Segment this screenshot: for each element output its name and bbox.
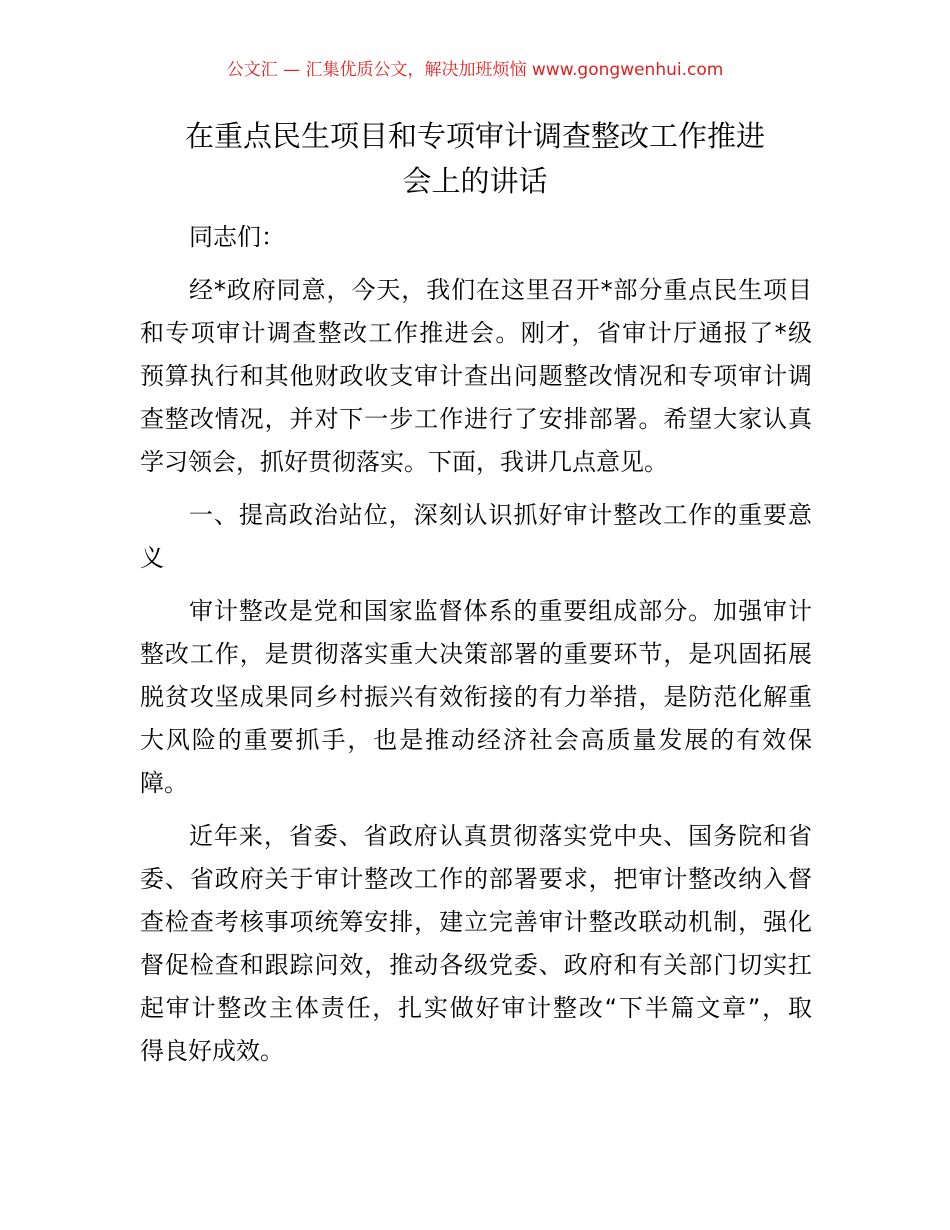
title-line: 在重点民生项目和专项审计调查整改工作推进 (184, 119, 765, 153)
paragraph-line: 大风险的重要抓手，也是推动经济社会高质量发展的有效保 (140, 726, 812, 754)
paragraph-line: 查检查考核事项统筹安排，建立完善审计整改联动机制，强化 (140, 908, 812, 936)
document-title (0, 114, 950, 204)
paragraph-line: 预算执行和其他财政收支审计查出问题整改情况和专项审计调 (140, 362, 812, 390)
paragraph-line: 起审计整改主体责任，扎实做好审计整改“下半篇文章”，取 (140, 994, 812, 1022)
paragraph-line: 和专项审计调查整改工作推进会。刚才，省审计厅通报了*级 (140, 319, 812, 347)
paragraph-line: 义 (140, 544, 164, 572)
paragraph (140, 494, 812, 580)
paragraph-line: 整改工作，是贯彻落实重大决策部署的重要环节，是巩固拓展 (140, 640, 812, 668)
paragraph-line: 障。 (140, 769, 188, 797)
paragraph (140, 269, 812, 484)
title-line: 会上的讲话 (402, 164, 548, 198)
paragraph-line: 审计整改是党和国家监督体系的重要组成部分。加强审计 (189, 597, 812, 625)
paragraph-line: 学习领会，抓好贯彻落实。下面，我讲几点意见。 (140, 448, 668, 476)
paragraph-line: 委、省政府关于审计整改工作的部署要求，把审计整改纳入督 (140, 865, 812, 893)
paragraph-line: 经*政府同意，今天，我们在这里召开*部分重点民生项目 (189, 276, 812, 304)
paragraph-line: 脱贫攻坚成果同乡村振兴有效衔接的有力举措，是防范化解重 (140, 683, 812, 711)
paragraph (140, 216, 812, 259)
paragraph-line: 得良好成效。 (140, 1037, 284, 1065)
paragraph-line: 一、提高政治站位，深刻认识抓好审计整改工作的重要意 (189, 501, 812, 529)
paragraph (140, 590, 812, 805)
paragraph-line: 近年来，省委、省政府认真贯彻落实党中央、国务院和省 (189, 822, 812, 850)
paragraph-line: 督促检查和跟踪问效，推动各级党委、政府和有关部门切实扛 (140, 951, 812, 979)
paragraph-line: 同志们： (189, 223, 285, 251)
document-body (140, 216, 812, 1083)
paragraph-line: 查整改情况，并对下一步工作进行了安排部署。希望大家认真 (140, 405, 812, 433)
paragraph (140, 815, 812, 1073)
site-header-banner: 公文汇 — 汇集优质公文，解决加班烦恼 www.gongwenhui.com (226, 60, 724, 80)
